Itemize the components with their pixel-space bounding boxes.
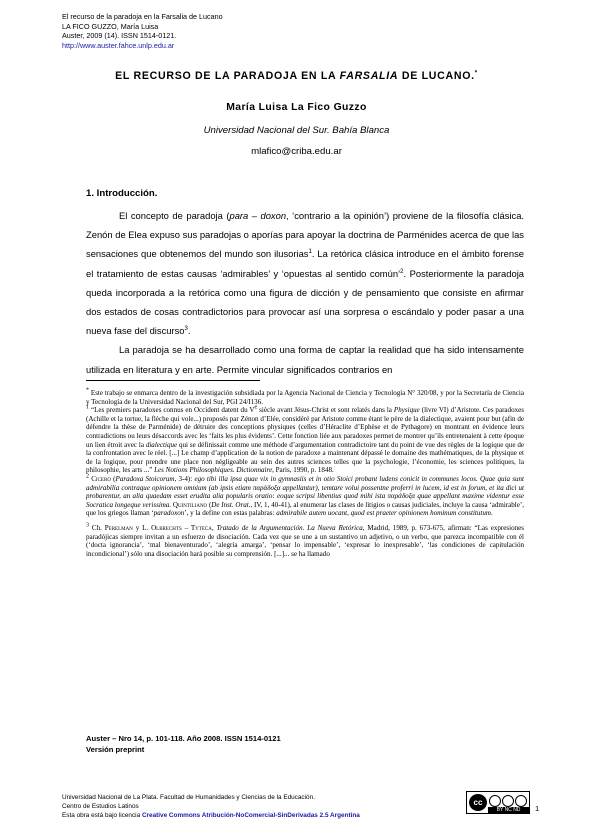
noderivatives-icon — [515, 795, 527, 807]
footer-license-line: Esta obra está bajo licencia Creative Commons Atribución-NoComercial-SinDerivadas 2.5 Argentina — [62, 812, 360, 820]
attribution-person-icon — [489, 795, 501, 807]
noncommercial-icon — [502, 795, 514, 807]
license-link[interactable]: Creative Commons Atribución-NoComercial-SinDerivadas 2.5 Argentina — [141, 812, 360, 820]
cc-license-badge[interactable] — [466, 791, 530, 814]
footnote-3: $^3$ Ch. Perelman y L. Olbrechts – Tyteca, Tratado de la Argumentación. La Nueva Retórica, Madrid, 1989, p. 673-675, afirman: “Las expresiones paradójicas siempre invitan a un esfuerzo de disociación. Cada vez que se une a un sustantivo un adjetivo, o un verbo, que parezca incompatible con él (‘docta ignorancia’, ‘mal bienaventurado’, ‘alegría amarga’, ‘pensar lo impensable’, ‘expresar lo inexpresable’, ‘las condiciones de capitulación incondicional’) sólo una disociación hará posible su comprensión. [...]... se ha llamado — [86, 522, 525, 558]
footnote-separator — [86, 380, 260, 381]
header-url-link[interactable]: http://www.auster.fahce.unlp.edu.ar — [62, 40, 175, 50]
author-affiliation: Universidad Nacional del Sur. Bahía Blanca — [203, 125, 390, 136]
footnote-1: $^1$ “Les premiers paradoxes connus en Occident datent du Ve siècle avant Jésus-Christ et sont relatés dans la Physique (livre VI) d’Aristote. Ces paradoxes (Achille et la tortue, la flèche qui vole...) proposés par Zénon d’Elée, considéré par Aristote comme étant le père de la dialectique, avaient pour but (afin de défendre la thèse de Parménide) de détruire des conceptions physiques (celles d’Héraclite d’Ephèse et de Pythagore) en montrant en évidence leurs contradictions ou leurs désaccords avec les ‘faits les plus évidents’. Cette fonction liée aux paradoxes permet de montrer qu’ils entretenaient à cette époque un lien étroit avec la dialectique qui se définissait comme une méthode d’argumentation contradictoire tant du point de vue des règles de la logique que de la confrontation avec le réel. [...] Le champ d’application de la notion de paradoxe a maintenant dépassé le domaine des mathématiques, de la physique et de la logique, pour prendre une place non négligeable au sein des autres sciences telles que la psychologie, l’économie, les sciences politiques, la philosophie, les arts ...” Les Notions Philosophiques. Dictionnaire, Paris, 1990, p. 1848. — [86, 404, 525, 475]
footer-institution: Universidad Nacional de La Plata. Facultad de Humanidades y Ciencias de la Educación. — [62, 794, 315, 801]
article-title: EL RECURSO DE LA PARADOJA EN LA FARSALIA DE LUCANO.* — [115, 70, 478, 82]
title-footnote-mark[interactable]: * — [474, 70, 478, 77]
header-article-title: El recurso de la paradoja en la Farsalia de Lucano — [62, 12, 223, 21]
journal-version: Versión preprint — [86, 745, 145, 754]
footnote-ref-3[interactable]: 3 — [184, 326, 188, 333]
footnotes — [86, 389, 524, 558]
author-name: María Luisa La Fico Guzzo — [226, 102, 367, 113]
footnote-2: $^2$ Cicero (Paradoxa Stoicorum, 3-4): ego tibi illa ipsa quae vix in gymnasiis et in otio Stoici probant ludens conicit in communes locos. Quae quia sunt admirabilia contraque opinionem omnium (ab ipsis etiam παράδοξα appellantur), temtare volui possentne proferri in lucem, id est in forum, et ita dici ut probarentur, an alia quaedam esset erudita alia popularis oratio: eoque scripsi libentius quod mihi ista παράδοξα quae appellant maxime videntur esse Socratica longeque verissima. Quintiliano (De Inst. Orat., IV, 1, 40-41), al enumerar las clases de litigios o causas judiciales, incluye la causa ‘admirable’, que los griegos llaman ‘paradoxon’, y la define con estas palabras: admirabile autem uocant, quod est praeter opinionem hominum constitutum. — [86, 473, 525, 518]
cc-badge-labels: BY NC ND — [488, 807, 529, 813]
footnote-star: * Este trabajo se enmarca dentro de la investigación subsidiada por la Agencia Nacional de Ciencia y Tecnología N° 320/08, y por la Secretaría de Ciencia y Tecnología de la Universidad Nacional del Sur, PGI 24/I136. — [86, 387, 524, 406]
footnote-ref-1[interactable]: 1 — [308, 249, 312, 256]
journal-reference — [86, 733, 281, 755]
footer-center: Centro de Estudios Latinos — [62, 803, 139, 811]
body-text — [86, 206, 524, 379]
paragraph-2: La paradoja se ha desarrollado como una forma de captar la realidad que ha sido intensamente utilizada en literatura y en arte. Permite vincular significados contrarios en — [86, 344, 524, 375]
journal-citation: Auster – Nro 14, p. 101-118. Año 2008. ISSN 1514-0121 — [86, 734, 281, 743]
page-number: 1 — [535, 804, 540, 813]
paragraph-1: El concepto de paradoja (para – doxon, ‘contrario a la opinión’) proviene de la filosofía clásica. Zenón de Elea expuso sus paradojas o aporías para apoyar la doctrina de Parménides acerca de que las sensaciones que obtenemos del mundo son ilusorias$^1$. La retórica clásica introduce en el ámbito forense el tratamiento de estas causas ‘admirables’ y ‘opuestas al sentido común’$^2$. Posteriormente la paradoja queda incorporada a la retórica como una figura de dicción y de pensamiento que consiste en afirmar dos estados de cosas contradictorios para provocar así una sorpresa o escándalo y poder pasar a una nueva fase del discurso$^3$. — [86, 210, 525, 337]
cc-logo-icon: cc — [469, 794, 487, 811]
running-header — [62, 12, 223, 50]
header-citation: Auster, 2009 (14). ISSN 1514-0121. — [62, 31, 177, 41]
header-author: LA FICO GUZZO, María Luisa — [62, 21, 159, 31]
section-heading: 1. Introducción. — [86, 188, 158, 199]
footnote-ref-2[interactable]: 2 — [400, 268, 404, 275]
author-email: mlafico@criba.edu.ar — [251, 146, 342, 157]
page-footer — [62, 793, 360, 821]
